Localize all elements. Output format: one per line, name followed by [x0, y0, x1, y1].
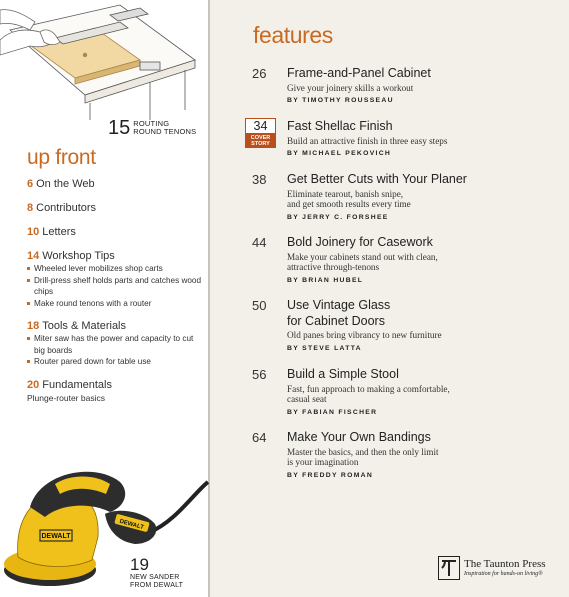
item-label: Fundamentals: [42, 378, 112, 391]
list-item[interactable]: [27, 249, 205, 309]
feature-title: Fast Shellac Finish: [287, 119, 393, 133]
caption-text: [133, 120, 196, 136]
item-subtext: Plunge-router basics: [27, 392, 105, 403]
page-number: 44: [252, 235, 267, 250]
bullet-item: Make round tenons with a router: [27, 298, 205, 310]
page-number: 6: [27, 178, 34, 190]
publisher-tagline: Inspiration for hands-on living®: [464, 571, 543, 577]
sander-caption: [130, 556, 183, 589]
page-number: 10: [27, 226, 40, 238]
svg-text:DEWALT: DEWALT: [118, 518, 145, 532]
page-number: 18: [27, 320, 40, 332]
bullet-item: Drill-press shelf holds parts and catches wood chips: [27, 275, 205, 298]
page-number: 20: [27, 378, 40, 391]
description-line: is your imagination: [287, 457, 359, 467]
caption-line: ROUND TENONS: [133, 127, 197, 136]
up-front-heading: up front: [27, 146, 96, 169]
list-item[interactable]: [27, 201, 205, 215]
list-item[interactable]: [27, 177, 205, 191]
item-label: Workshop Tips: [42, 250, 115, 262]
features-heading: features: [253, 22, 333, 48]
page-number: 26: [252, 66, 267, 81]
list-item[interactable]: [27, 319, 205, 368]
feature-description: Give your joinery skills a workout: [287, 82, 414, 93]
caption-line: NEW SANDER: [130, 574, 180, 581]
feature-author: BY TIMOTHY ROUSSEAU: [287, 97, 394, 104]
feature-author: BY FREDDY ROMAN: [287, 471, 374, 479]
description-line: Eliminate tearout, banish snipe,: [287, 188, 404, 199]
page-number: 34: [245, 118, 276, 134]
caption-line: ROUTING: [133, 119, 170, 128]
taunton-t-icon: [438, 556, 460, 580]
description-line: Make your cabinets stand out with clean,: [287, 251, 438, 262]
item-label: Tools & Materials: [42, 320, 127, 332]
caption-line: FROM DEWALT: [130, 581, 184, 589]
description-line: Fast, fun approach to making a comfortable,: [287, 383, 450, 394]
page-number: 50: [252, 298, 267, 313]
cover-story-badge: [245, 118, 276, 148]
feature-author: BY STEVE LATTA: [287, 344, 362, 352]
caption-page-number: 19: [130, 555, 149, 574]
title-line: Use Vintage Glass: [287, 298, 391, 312]
feature-title: [287, 298, 552, 329]
feature-description: [287, 384, 552, 405]
feature-title: Make Your Own Bandings: [287, 430, 431, 444]
item-label: On the Web: [36, 178, 95, 190]
caption-page-number: 15: [108, 117, 131, 139]
feature-description: Build an attractive finish in three easy steps: [287, 135, 448, 146]
description-line: Master the basics, and then the only limit: [287, 446, 439, 457]
bullet-item: Wheeled lever mobilizes shop carts: [27, 263, 205, 275]
page-number: 14: [27, 250, 40, 262]
svg-text:DEWALT: DEWALT: [41, 533, 71, 540]
list-item[interactable]: [27, 378, 205, 404]
title-line: for Cabinet Doors: [287, 313, 385, 328]
cover-label-line: STORY: [251, 141, 270, 147]
bullet-item: Router pared down for table use: [27, 356, 205, 368]
feature-description: [287, 189, 552, 210]
feature-author: BY MICHAEL PEKOVICH: [287, 150, 392, 157]
item-label: Letters: [42, 226, 76, 238]
feature-author: BY JERRY C. FORSHEE: [287, 213, 389, 221]
feature-title: Build a Simple Stool: [287, 367, 399, 381]
feature-description: [287, 447, 552, 468]
cover-story-label: [245, 134, 276, 148]
page-number: 64: [252, 430, 267, 445]
list-item[interactable]: [27, 225, 205, 239]
feature-description: [287, 252, 552, 273]
page-number: 38: [252, 172, 267, 187]
feature-description: Old panes bring vibrancy to new furniture: [287, 330, 442, 340]
description-line: casual seat: [287, 394, 327, 404]
up-front-list: [27, 177, 205, 414]
feature-author: BY FABIAN FISCHER: [287, 408, 378, 416]
caption-text: [130, 574, 183, 589]
publisher-name: The Taunton Press: [464, 558, 546, 570]
item-label: Contributors: [36, 202, 97, 214]
feature-title: Get Better Cuts with Your Planer: [287, 172, 467, 186]
description-line: attractive through-tenons: [287, 262, 380, 272]
feature-title: Frame-and-Panel Cabinet: [287, 66, 431, 80]
page-number: 56: [252, 367, 267, 382]
feature-title: Bold Joinery for Casework: [287, 235, 433, 249]
routing-caption: [108, 119, 196, 137]
description-line: and get smooth results every time: [287, 199, 411, 209]
bullet-item: Miter saw has the power and capacity to cut big boards: [27, 333, 205, 356]
router-table-illustration: [0, 0, 205, 120]
cover-label-line: COVER: [250, 135, 271, 141]
feature-author: BY BRIAN HUBEL: [287, 276, 364, 284]
page-number: 8: [27, 202, 34, 214]
publisher-logo: [438, 556, 546, 580]
